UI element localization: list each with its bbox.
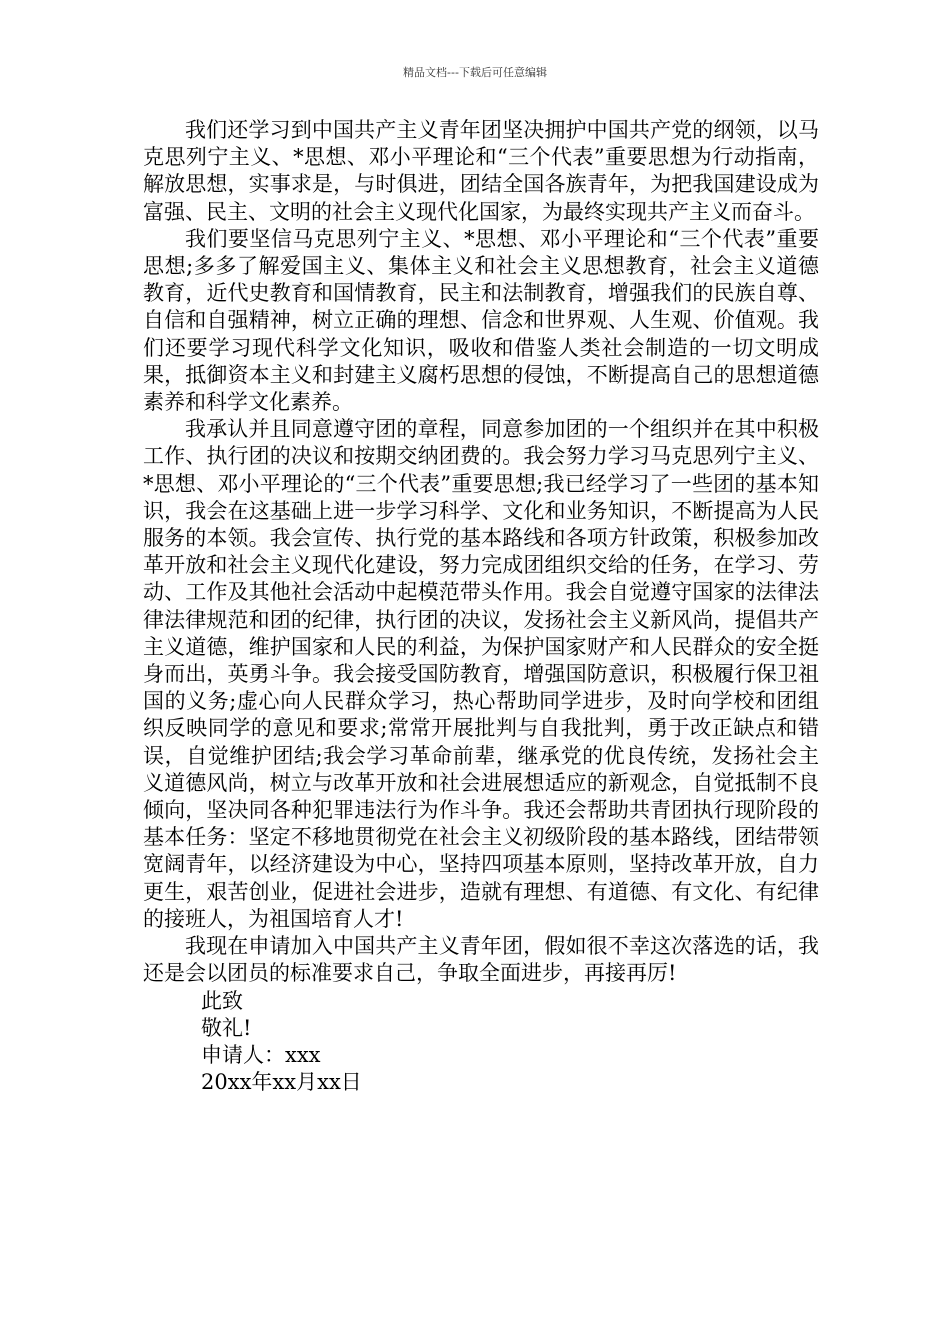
closing-greeting: 此致: [201, 988, 243, 1013]
paragraph: 我现在申请加入中国共产主义青年团，假如很不幸这次落选的话，我还是会以团员的标准要求自己，争取全面进步，再接再厉!: [143, 934, 819, 986]
application-date: 20xx年xx月xx日: [201, 1070, 362, 1095]
paragraph: 我们还学习到中国共产主义青年团坚决拥护中国共产党的纲领，以马克思列宁主义、*思想、邓小平理论和“三个代表”重要思想为行动指南，解放思想，实事求是，与时俱进，团结全国各族青年，为把我国建设成为富强、民主、文明的社会主义现代化国家，为最终实现共产主义而奋斗。: [143, 118, 819, 224]
document-body: [143, 117, 819, 1096]
applicant-signature: 申请人：xxx: [201, 1042, 321, 1067]
paragraph: 我承认并且同意遵守团的章程，同意参加团的一个组织并在其中积极工作、执行团的决议和按期交纳团费的。我会努力学习马克思列宁主义、*思想、邓小平理论的“三个代表”重要思想;我已经学习了一些团的基本知识，我会在这基础上进一步学习科学、文化和业务知识，不断提高为人民服务的本领。我会宣传、执行党的基本路线和各项方针政策，积极参加改革开放和社会主义现代化建设，努力完成团组织交给的任务，在学习、劳动、工作及其他社会活动中起模范带头作用。我会自觉遵守国家的法律法律法律规范和团的纪律，执行团的决议，发扬社会主义新风尚，提倡共产主义道德，维护国家和人民的利益，为保护国家财产和人民群众的安全挺身而出，英勇斗争。我会接受国防教育，增强国防意识，积极履行保卫祖国的义务;虚心向人民群众学习，热心帮助同学进步，及时向学校和团组织反映同学的意见和要求;常常开展批判与自我批判，勇于改正缺点和错误，自觉维护团结;我会学习革命前辈，继承党的优良传统，发扬社会主义道德风尚，树立与改革开放和社会进展想适应的新观念，自觉抵制不良倾向，坚决同各种犯罪违法行为作斗争。我还会帮助共青团执行现阶段的基本任务：坚定不移地贯彻党在社会主义初级阶段的基本路线，团结带领宽阔青年，以经济建设为中心，坚持四项基本原则，坚持改革开放，自力更生，艰苦创业，促进社会进步，造就有理想、有道德、有文化、有纪律的接班人，为祖国培育人才!: [143, 417, 819, 931]
page-header: 精品文档---下载后可任意编辑: [403, 66, 547, 79]
closing-salute: 敬礼!: [201, 1015, 252, 1040]
paragraph: 我们要坚信马克思列宁主义、*思想、邓小平理论和“三个代表”重要思想;多多了解爱国主义、集体主义和社会主义思想教育，社会主义道德教育，近代史教育和国情教育，民主和法制教育，增强我们的民族自尊、自信和自强精神，树立正确的理想、信念和世界观、人生观、价值观。我们还要学习现代科学文化知识，吸收和借鉴人类社会制造的一切文明成果，抵御资本主义和封建主义腐朽思想的侵蚀，不断提高自己的思想道德素养和科学文化素养。: [143, 226, 819, 415]
